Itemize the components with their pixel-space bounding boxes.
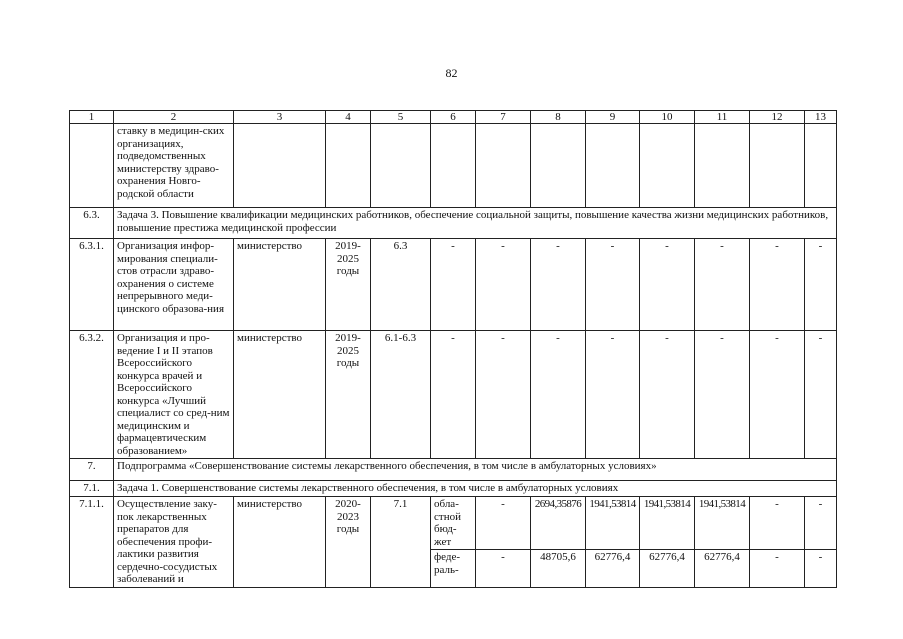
row-number: 6.3. [70, 208, 114, 239]
page-number: 82 [445, 66, 458, 80]
cell-dash: - [695, 331, 750, 459]
header-cell: 3 [234, 111, 326, 124]
cell-indicator: 6.1-6.3 [371, 331, 431, 459]
header-cell: 4 [326, 111, 371, 124]
cell-dash: - [805, 239, 837, 331]
cell-value: 1941,53814 [695, 497, 750, 550]
header-cell: 2 [114, 111, 234, 124]
cell-value: 62776,4 [640, 550, 695, 587]
row-number: 7.1.1. [70, 497, 114, 588]
cell-dash: - [431, 331, 476, 459]
cell-measure-name: Организация и про-ведение I и II этапов Всероссийского конкурса врачей и Всероссийского конкурса «Лучший специалист со сред-ним медицинским и фармацевтическим образованием» [114, 331, 234, 459]
cell-executor: министерство [234, 331, 326, 459]
cell-funding-source: феде-раль- [431, 550, 476, 587]
table-row [70, 331, 837, 459]
cell-measure-name: Осуществление заку-пок лекарственных препаратов для обеспечения профи-лактики развития сердечно-сосудистых заболеваний и [114, 497, 234, 588]
cell-value: - [805, 497, 837, 550]
task-row [70, 208, 837, 239]
cell-value: - [750, 550, 805, 587]
header-cell: 9 [586, 111, 640, 124]
table-row [70, 239, 837, 331]
header-cell: 10 [640, 111, 695, 124]
cell-dash: - [640, 239, 695, 331]
cell-value: 48705,6 [531, 550, 586, 587]
cell-dash: - [640, 331, 695, 459]
cell-dash: - [476, 331, 531, 459]
header-cell: 7 [476, 111, 531, 124]
cell-value: - [476, 550, 531, 587]
cell-dash: - [476, 239, 531, 331]
task-text: Задача 1. Совершенствование системы лекарственного обеспечения, в том числе в амбулаторных условиях [114, 481, 837, 497]
cell-measure-name: ставку в медицин-ских организациях, подведомственных министерству здраво-охранения Новго-родской области [114, 124, 234, 208]
cell-executor: министерство [234, 497, 326, 588]
cell-indicator: 6.3 [371, 239, 431, 331]
cell-years: 2019-2025 годы [326, 331, 371, 459]
cell-indicator: 7.1 [371, 497, 431, 588]
header-cell: 6 [431, 111, 476, 124]
table-row [70, 124, 837, 208]
program-table [69, 110, 837, 588]
cell-dash: - [586, 331, 640, 459]
task-row [70, 481, 837, 497]
cell-value: 1941,53814 [586, 497, 640, 550]
row-number: 6.3.1. [70, 239, 114, 331]
header-cell: 5 [371, 111, 431, 124]
header-row [70, 111, 837, 124]
cell-dash: - [695, 239, 750, 331]
cell-executor: министерство [234, 239, 326, 331]
cell-value: 62776,4 [695, 550, 750, 587]
header-cell: 11 [695, 111, 750, 124]
subprogram-text: Подпрограмма «Совершенствование системы лекарственного обеспечения, в том числе в амбулаторных условиях» [114, 459, 837, 481]
table-row [70, 497, 837, 550]
header-cell: 8 [531, 111, 586, 124]
cell-dash: - [431, 239, 476, 331]
cell-dash: - [805, 331, 837, 459]
cell-dash: - [531, 331, 586, 459]
header-cell: 1 [70, 111, 114, 124]
row-number: 7.1. [70, 481, 114, 497]
cell-years: 2020-2023 годы [326, 497, 371, 588]
header-cell: 12 [750, 111, 805, 124]
cell-dash: - [750, 331, 805, 459]
cell-dash: - [750, 239, 805, 331]
cell-dash: - [586, 239, 640, 331]
row-number: 7. [70, 459, 114, 481]
row-number: 6.3.2. [70, 331, 114, 459]
task-text: Задача 3. Повышение квалификации медицинских работников, обеспечение социальной защиты, повышение качества жизни медицинских работников, повышение престижа медицинской профессии [114, 208, 837, 239]
cell-years: 2019-2025 годы [326, 239, 371, 331]
cell-value: - [750, 497, 805, 550]
cell-value: - [476, 497, 531, 550]
cell-funding-source: обла-стной бюд-жет [431, 497, 476, 550]
cell-value: - [805, 550, 837, 587]
cell-value: 2694,35876 [531, 497, 586, 550]
cell-measure-name: Организация инфор-мирования специали-стов отрасли здраво-охранения о системе непрерывного меди-цинского образова-ния [114, 239, 234, 331]
subprogram-row [70, 459, 837, 481]
cell-value: 1941,53814 [640, 497, 695, 550]
header-cell: 13 [805, 111, 837, 124]
cell-value: 62776,4 [586, 550, 640, 587]
cell-dash: - [531, 239, 586, 331]
